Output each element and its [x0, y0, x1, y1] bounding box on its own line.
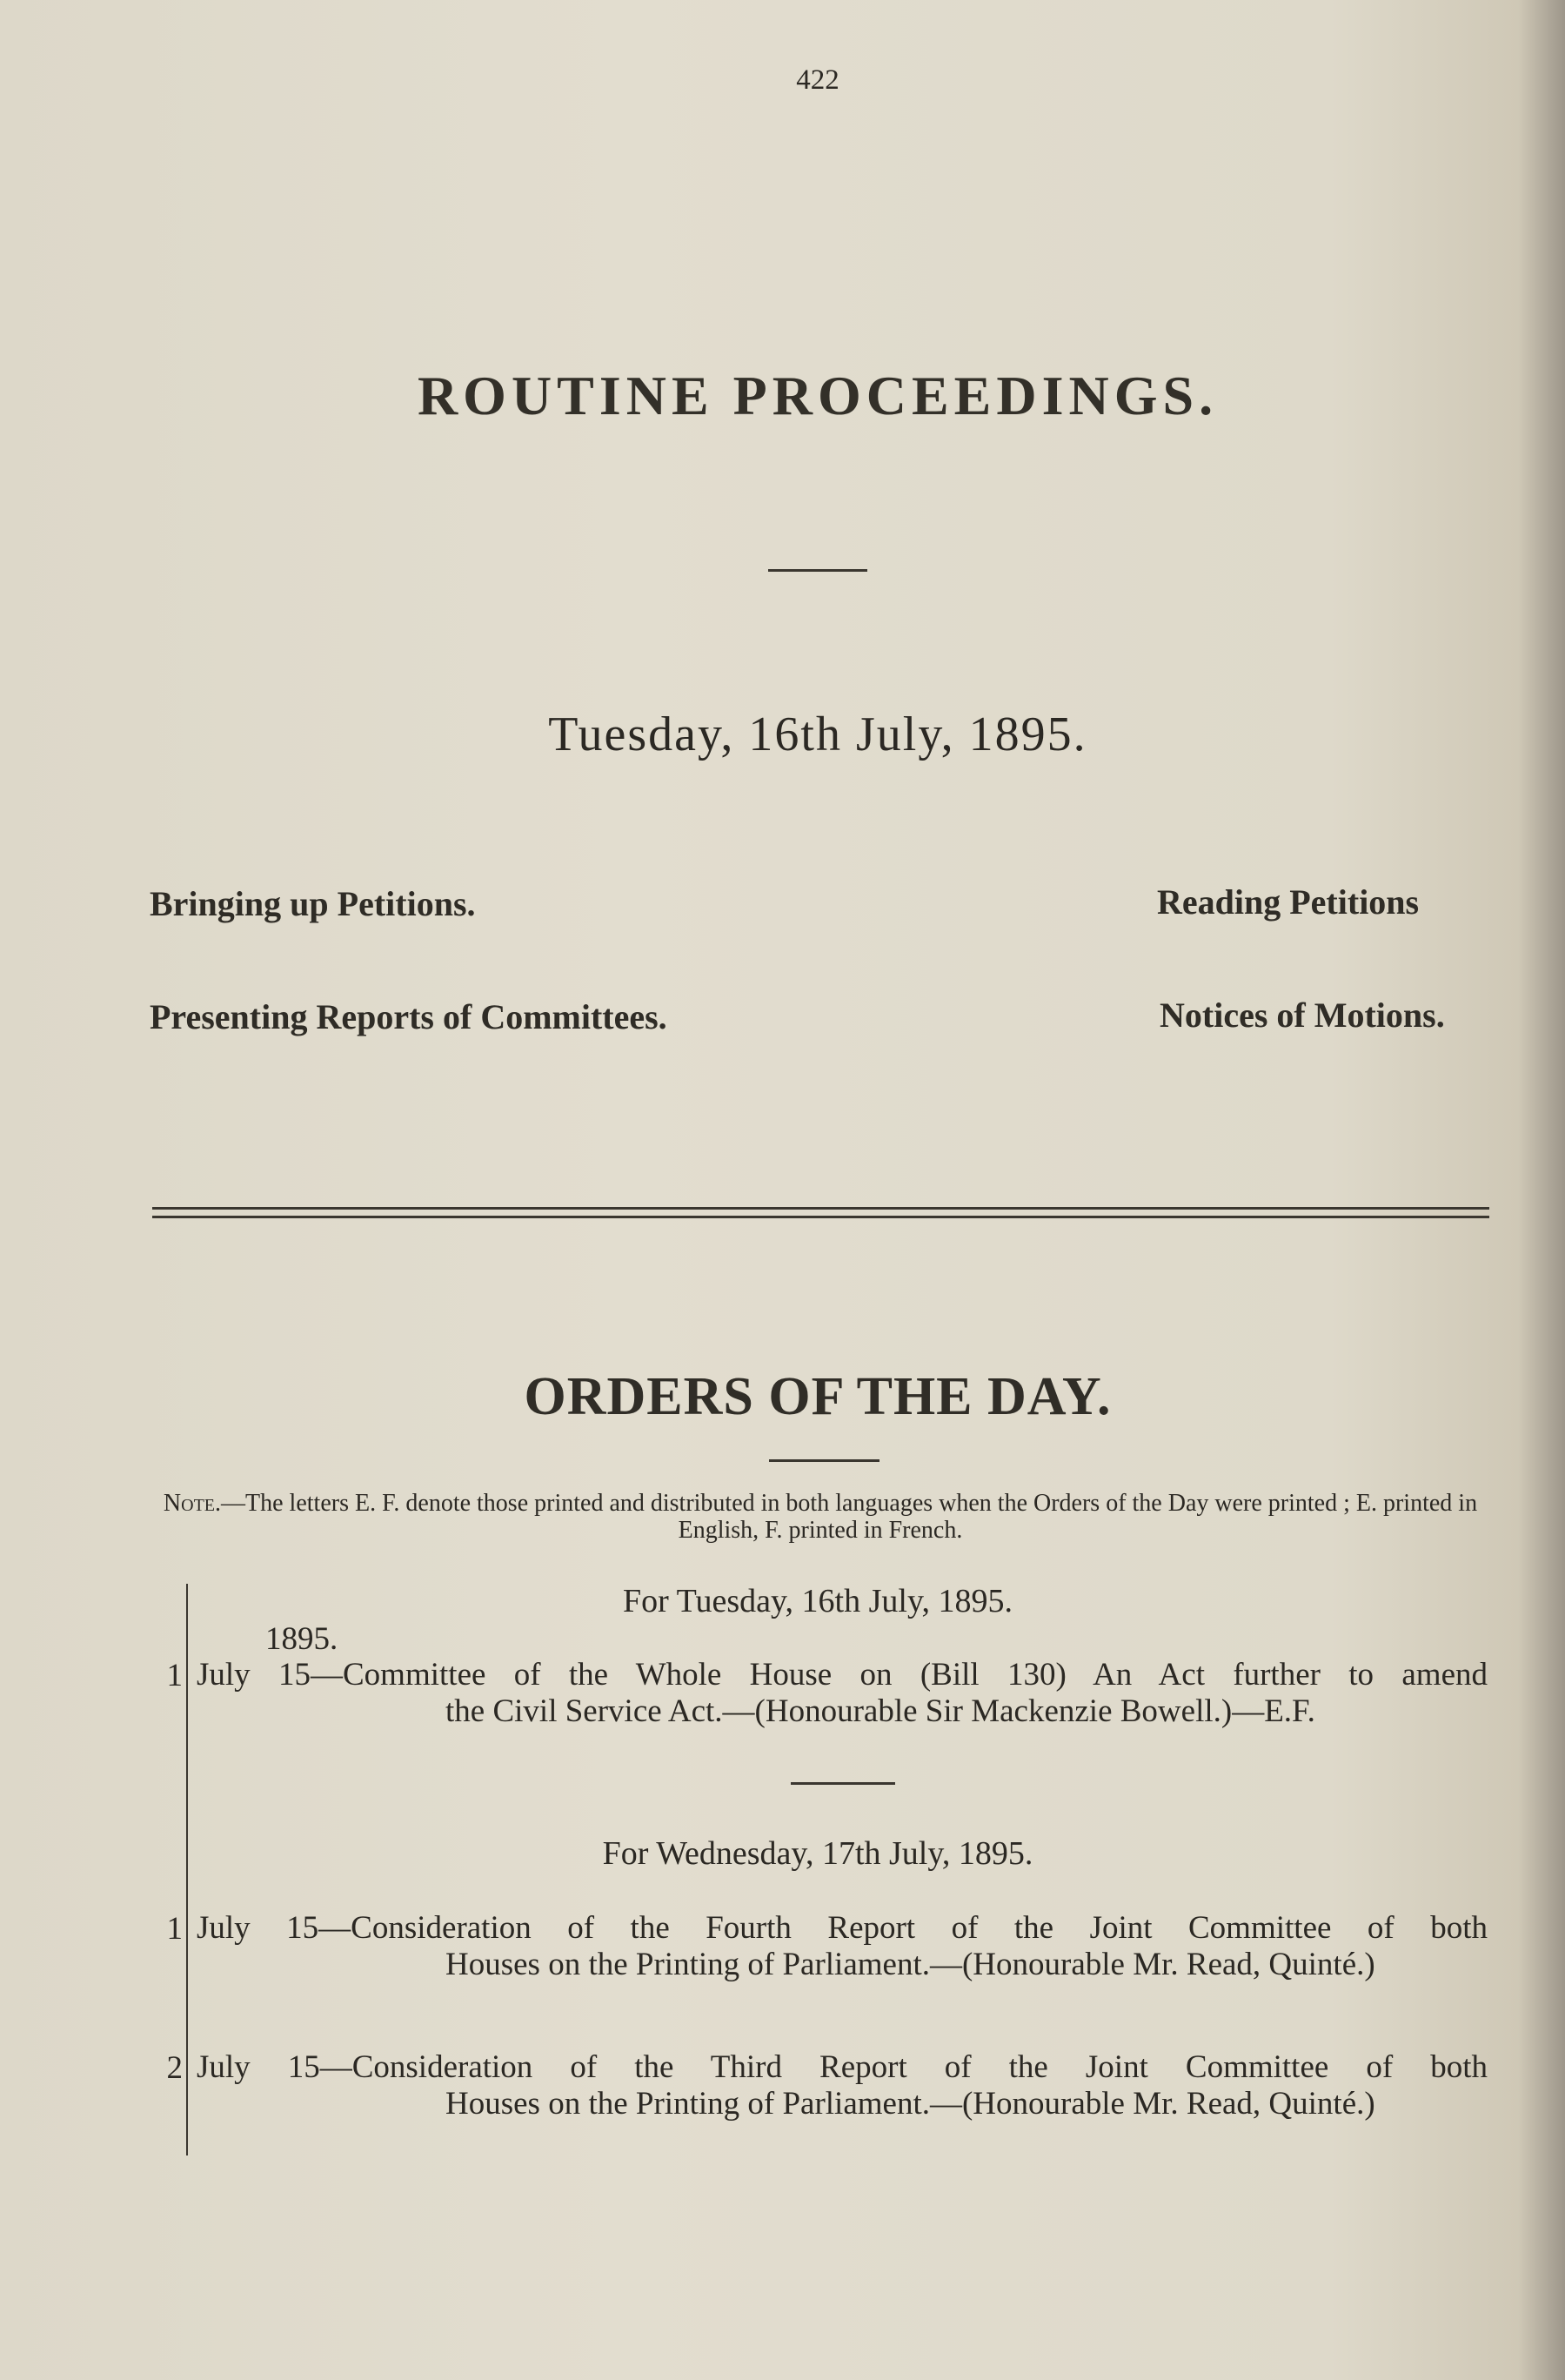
note-label: Note.	[163, 1490, 222, 1517]
page-title: ROUTINE PROCEEDINGS.	[417, 365, 1219, 426]
orders-note	[150, 1490, 1491, 1544]
entry-first-line: July 15—Committee of the Whole House on (Bill 130) An Act further to amend	[197, 1657, 1488, 1693]
routine-item-notices: Notices of Motions.	[1160, 996, 1445, 1035]
section-year: 1895.	[265, 1621, 338, 1657]
entry-continuation: Houses on the Printing of Parliament.—(Honourable Mr. Read, Quinté.)	[445, 2086, 1375, 2122]
entry-continuation: Houses on the Printing of Parliament.—(Honourable Mr. Read, Quinté.)	[445, 1947, 1375, 1982]
entry-first-line: July 15—Consideration of the Third Report of the Joint Committee of both	[197, 2049, 1488, 2085]
title-divider	[768, 569, 867, 572]
entry-continuation: the Civil Service Act.—(Honourable Sir Mackenzie Bowell.)—E.F.	[445, 1693, 1315, 1729]
entry-number: 1	[166, 1911, 183, 1947]
section-heading-tuesday: For Tuesday, 16th July, 1895.	[623, 1583, 1013, 1619]
page-number: 422	[796, 64, 839, 96]
entry-first-line: July 15—Consideration of the Fourth Report of the Joint Committee of both	[197, 1910, 1488, 1946]
note-text: —The letters E. F. denote those printed and distributed in both languages when the Orders of the Day were printed ; E. printed in English, F. printed in French.	[221, 1490, 1478, 1544]
entry-number: 1	[166, 1658, 183, 1693]
routine-item-reading: Reading Petitions	[1157, 882, 1420, 922]
entry-number: 2	[166, 2050, 183, 2086]
section-double-rule	[152, 1207, 1489, 1218]
orders-divider	[769, 1459, 879, 1462]
routine-item-presenting: Presenting Reports of Committees.	[150, 997, 667, 1036]
section-divider	[791, 1782, 895, 1785]
orders-title: ORDERS OF THE DAY.	[524, 1367, 1112, 1426]
session-date: Tuesday, 16th July, 1895.	[548, 707, 1087, 761]
routine-item-bringing-up: Bringing up Petitions.	[150, 884, 476, 923]
section-heading-wednesday: For Wednesday, 17th July, 1895.	[602, 1835, 1033, 1872]
